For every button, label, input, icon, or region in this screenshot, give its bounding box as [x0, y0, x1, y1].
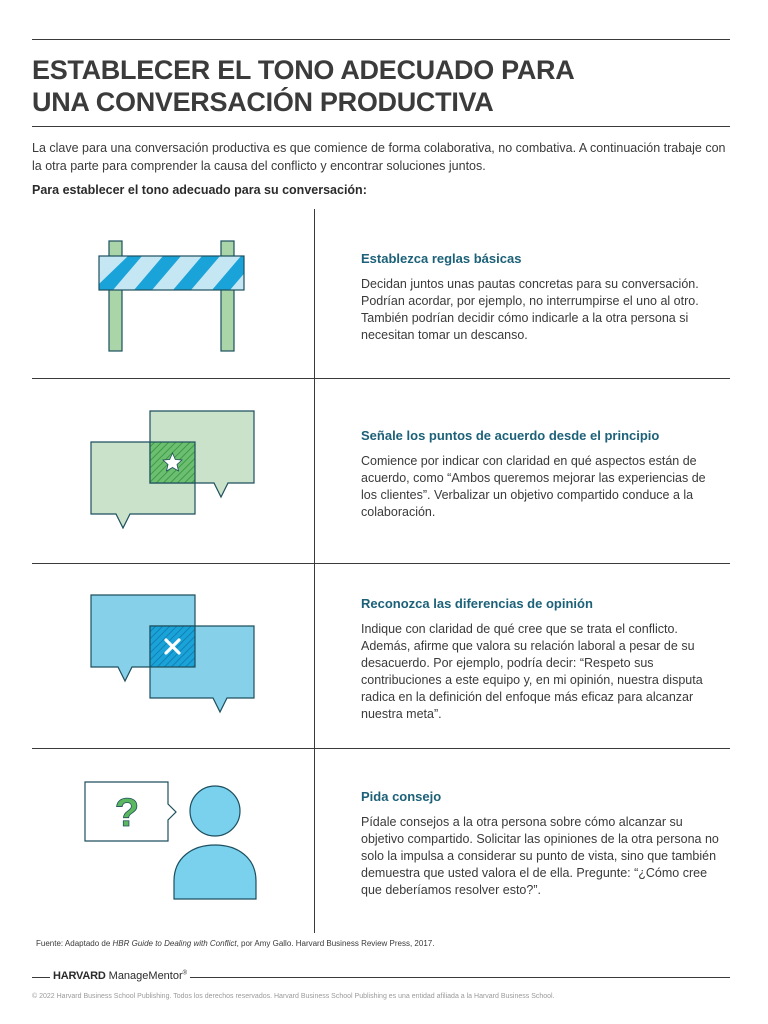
brand-strong: HARVARD	[53, 970, 106, 982]
column-divider	[314, 209, 315, 933]
section-differences	[361, 596, 721, 723]
brand-logo	[50, 970, 190, 982]
page-title	[32, 54, 732, 118]
lead-text: Para establecer el tono adecuado para su conversación:	[32, 183, 367, 197]
row-divider-3	[32, 748, 730, 749]
page-title-line-1: ESTABLECER EL TONO ADECUADO PARA	[32, 55, 575, 85]
section-heading: Reconozca las diferencias de opinión	[361, 596, 593, 611]
section-ask-advice	[361, 789, 721, 899]
section-points-of-agreement	[361, 428, 721, 521]
top-rule	[32, 39, 730, 40]
row-divider-1	[32, 378, 730, 379]
question-mark-glyph: ?	[114, 791, 140, 835]
title-rule	[32, 126, 730, 127]
speech-bubbles-star-icon	[85, 405, 260, 535]
intro-text: La clave para una conversación productiva es que comience de forma colaborativa, no combativa. A continuación trabaje con la otra parte para comprender la causa del conflicto y encontrar soluciones juntos.	[32, 141, 726, 173]
source-book-title: HBR Guide to Dealing with Conflict	[112, 939, 237, 948]
footer-rule-left	[32, 977, 52, 978]
barrier-icon	[90, 235, 255, 360]
section-body: Pídale consejos a la otra persona sobre cómo alcanzar su objetivo compartido. Solicitar las opiniones de la otra persona no solo la impulsa a considerar su punto de vista, sino que también demuestra que usted valora el de ella. Pregunte: “¿Cómo cree que deberíamos resolver esto?”.	[361, 815, 719, 897]
section-body: Decidan juntos unas pautas concretas para su conversación. Podrían acordar, por ejemplo, no interrumpirse el uno al otro. También podrían decidir cómo indicarle a la otra persona si necesitan tomar un descanso.	[361, 277, 699, 342]
source-prefix: Fuente: Adaptado de	[36, 939, 113, 948]
speech-bubbles-x-icon	[85, 590, 260, 720]
section-ground-rules	[361, 251, 721, 344]
section-heading: Establezca reglas básicas	[361, 251, 522, 266]
copyright-text: © 2022 Harvard Business School Publishing. Todos los derechos reservados. Harvard Business School Publishing es una entidad afiliada a la Harvard Business School.	[32, 993, 555, 1000]
section-body: Indique con claridad de qué cree que se trata el conflicto. Además, afirme que valora su relación laboral a pesar de su desacuerdo. Por ejemplo, podría decir: “Respeto sus contribuciones a este equipo y, en mi opinión, nuestra disputa radica en la definición del enfoque más eficaz para alcanzar nuestra meta”.	[361, 622, 703, 721]
brand-registered-mark: ®	[182, 970, 188, 977]
source-note	[36, 939, 434, 948]
section-body: Comience por indicar con claridad en qué aspectos están de acuerdo, como “Ambos queremos mejorar las experiencias de los clientes”. Verbalizar un objetivo compartido conduce a la colaboración.	[361, 454, 706, 519]
section-heading: Pida consejo	[361, 789, 442, 804]
person-question-icon	[80, 778, 265, 908]
source-suffix: , por Amy Gallo. Harvard Business Review Press, 2017.	[236, 939, 435, 948]
footer-rule-right	[185, 977, 730, 978]
page-title-line-2: UNA CONVERSACIÓN PRODUCTIVA	[32, 87, 494, 117]
brand-rest: ManageMentor	[105, 970, 183, 982]
section-heading: Señale los puntos de acuerdo desde el principio	[361, 428, 660, 443]
row-divider-2	[32, 563, 730, 564]
